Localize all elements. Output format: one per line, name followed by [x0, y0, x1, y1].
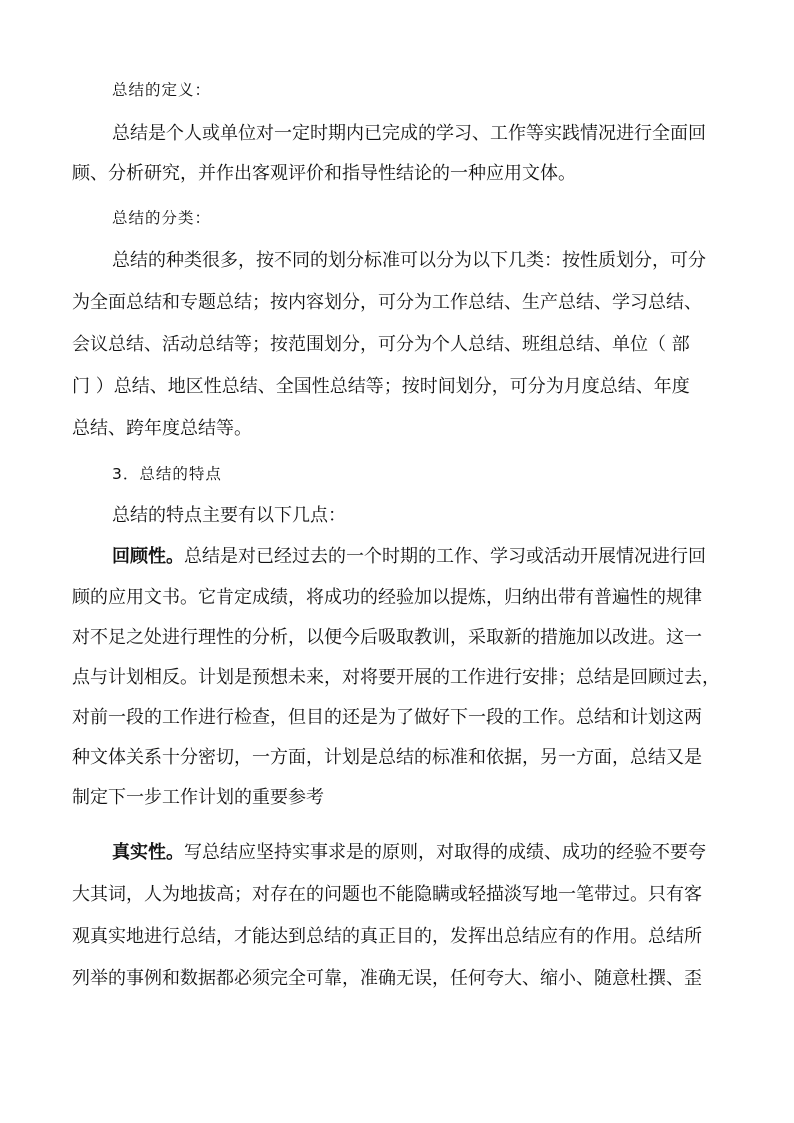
- heading-definition: 总结的定义：: [112, 81, 212, 99]
- paragraph-line: 对前一段的工作进行检查，但目的还是为了做好下一段的工作。总结和计划这两: [72, 707, 702, 728]
- paragraph-text: 总结是对已经过去的一个时期的工作、学习或活动开展情况进行回: [184, 546, 706, 567]
- paragraph-line: 点与计划相反。计划是预想未来，对将要开展的工作进行安排；总结是回顾过去，: [72, 667, 720, 688]
- paragraph-line: 总结、跨年度总结等。: [72, 418, 252, 439]
- paragraph-line: 列举的事例和数据都必须完全可靠，准确无误，任何夸大、缩小、随意杜撰、歪: [72, 968, 702, 989]
- paragraph-line: 观真实地进行总结，才能达到总结的真正目的，发挥出总结应有的作用。总结所: [72, 926, 702, 947]
- paragraph-line: 总结的特点主要有以下几点：: [112, 505, 346, 526]
- paragraph-text: 写总结应坚持实事求是的原则，对取得的成绩、成功的经验不要夸: [184, 842, 706, 863]
- paragraph-line: [112, 841, 706, 865]
- term-retrospective: 回顾性。: [112, 546, 184, 567]
- paragraph-line: 门 ）总结、地区性总结、全国性总结等；按时间划分，可分为月度总结、年度: [72, 376, 690, 397]
- heading-characteristics: 3．总结的特点: [112, 465, 222, 483]
- paragraph-line: 顾的应用文书。它肯定成绩，将成功的经验加以提炼，归纳出带有普遍性的规律: [72, 587, 702, 608]
- paragraph-line: 制定下一步工作计划的重要参考: [72, 787, 324, 808]
- paragraph-line: 为全面总结和专题总结；按内容划分，可分为工作总结、生产总结、学习总结、: [72, 292, 702, 313]
- paragraph-line: 会议总结、活动总结等；按范围划分，可分为个人总结、班组总结、单位（ 部: [72, 334, 690, 355]
- heading-classification: 总结的分类：: [112, 209, 212, 227]
- term-authenticity: 真实性。: [112, 842, 184, 863]
- paragraph-line: 对不足之处进行理性的分析，以便今后吸取教训，采取新的措施加以改进。这一: [72, 627, 702, 648]
- paragraph-line: 种文体关系十分密切，一方面，计划是总结的标准和依据，另一方面，总结又是: [72, 747, 702, 768]
- paragraph-line: [112, 545, 706, 569]
- paragraph-line: 顾、分析研究，并作出客观评价和指导性结论的一种应用文体。: [72, 163, 576, 184]
- paragraph-line: 总结是个人或单位对一定时期内已完成的学习、工作等实践情况进行全面回: [112, 123, 706, 144]
- paragraph-line: 大其词，人为地拔高；对存在的问题也不能隐瞒或轻描淡写地一笔带过。只有客: [72, 884, 702, 905]
- paragraph-line: 总结的种类很多，按不同的划分标准可以分为以下几类：按性质划分，可分: [112, 250, 706, 271]
